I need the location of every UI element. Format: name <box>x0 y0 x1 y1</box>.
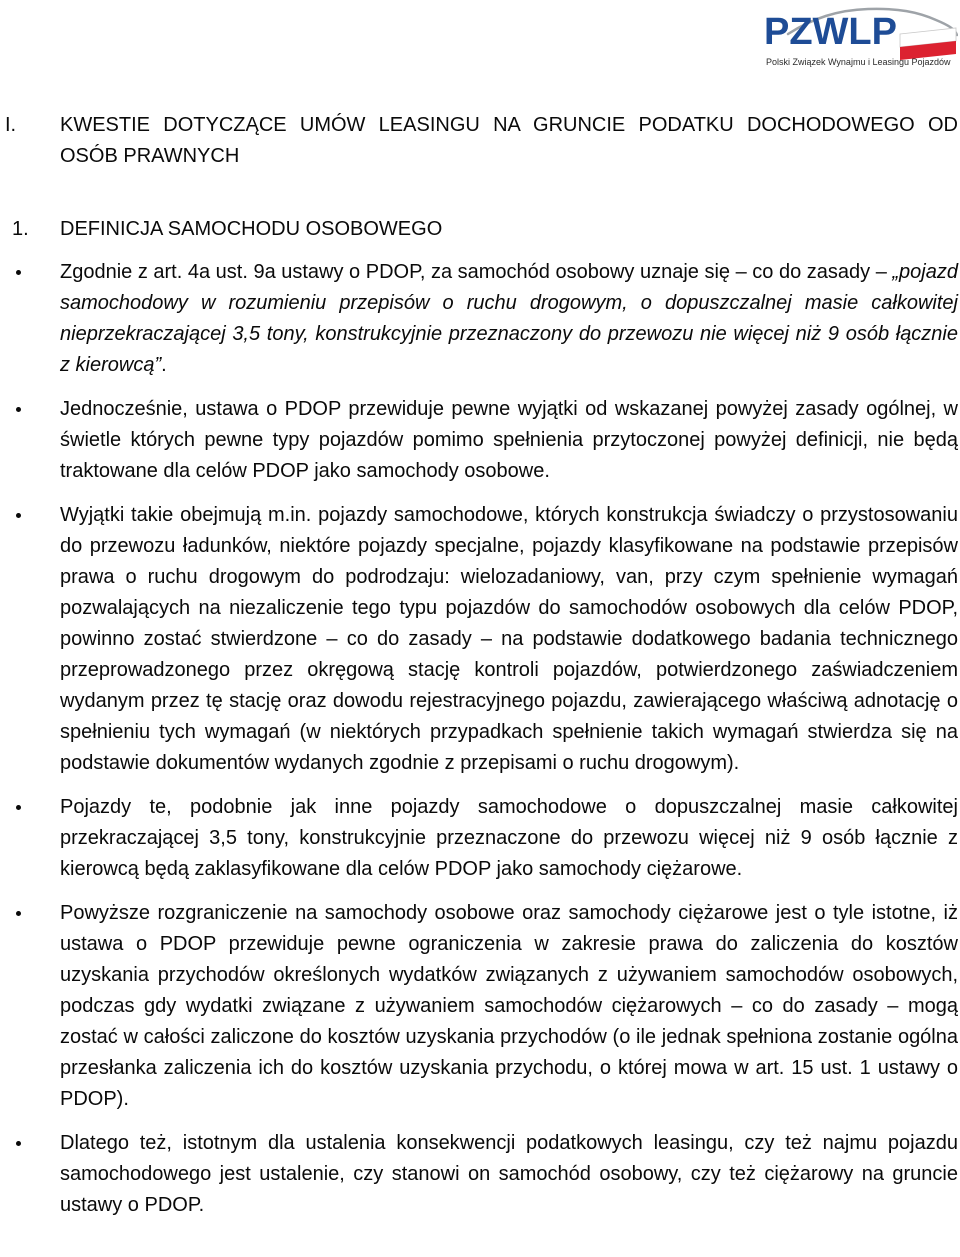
logo-brand-text: PZWLP <box>764 11 897 53</box>
paragraph-text: Jednocześnie, ustawa o PDOP przewiduje pewne wyjątki od wskazanej powyżej zasady ogólnej, w świetle których pewne typy pojazdów pomimo spełnienia przytoczonej powyżej definicji, nie będą traktowane dla celów PDOP jako samochody osobowe. <box>60 398 958 482</box>
paragraph-tail: . <box>161 354 167 376</box>
section-title: KWESTIE DOTYCZĄCE UMÓW LEASINGU NA GRUNCIE PODATKU DOCHODOWEGO OD OSÓB PRAWNYCH <box>60 114 958 167</box>
bullet-paragraph <box>0 500 960 779</box>
bullet-marker <box>16 805 21 810</box>
definition-quote: „pojazd samochodowy w rozumieniu przepisów o ruchu drogowym, o dopuszczalnej masie całkowitej nieprzekraczającej 3,5 tony, konstrukcyjnie przeznaczony do przewozu nie więcej niż 9 osób łącznie z kierowcą” <box>60 261 958 376</box>
subsection-heading <box>0 214 960 245</box>
paragraph-text: Pojazdy te, podobnie jak inne pojazdy samochodowe o dopuszczalnej masie całkowitej przekraczającej 3,5 tony, konstrukcyjnie przeznaczone do przewozu więcej niż 9 osób łącznie z kierowcą będą zaklasyfikowane dla celów PDOP jako samochody ciężarowe. <box>60 796 958 880</box>
bullet-paragraph <box>0 898 960 1115</box>
bullet-marker <box>16 270 21 275</box>
logo-tagline: Polski Związek Wynajmu i Leasingu Pojazdów <box>766 57 951 67</box>
bullet-marker <box>16 513 21 518</box>
section-number: I. <box>5 114 17 136</box>
paragraph-lead: Zgodnie z art. 4a ust. 9a ustawy o PDOP, za samochód osobowy uznaje się – co do zasady – <box>60 261 887 283</box>
pzwlp-logo <box>758 4 958 76</box>
document-body <box>0 110 960 1221</box>
paragraph-text: Powyższe rozgraniczenie na samochody osobowe oraz samochody ciężarowe jest o tyle istotne, iż ustawa o PDOP przewiduje pewne ograniczenia w zakresie prawa do zaliczenia do kosztów uzyskania przychodów określonych wydatków związanych z używaniem samochodów osobowych, podczas gdy wydatki związane z używaniem samochodów ciężarowych – co do zasady – mogą zostać w całości zaliczone do kosztów uzyskania przychodów (o ile jednak spełniona zostanie ogólna przesłanka zaliczenia ich do kosztów uzyskania przychodu, o której mowa w art. 15 ust. 1 ustawy o PDOP). <box>60 902 958 1110</box>
bullet-marker <box>16 911 21 916</box>
bullet-paragraph <box>0 257 960 381</box>
subsection-number: 1. <box>12 218 29 240</box>
bullet-paragraph <box>0 394 960 487</box>
bullet-paragraph <box>0 1128 960 1221</box>
paragraph-text: Wyjątki takie obejmują m.in. pojazdy samochodowe, których konstrukcja świadczy o przystosowaniu do przewozu ładunków, niektóre pojazdy specjalne, pojazdy klasyfikowane na podstawie przepisów prawa o ruchu drogowym do podrodzaju: wielozadaniowy, van, przy czym spełnienie wymagań pozwalających na niezaliczenie tego typu pojazdów do samochodów osobowych dla celów PDOP, powinno zostać stwierdzone – co do zasady – na podstawie dodatkowego badania technicznego przeprowadzonego przez okręgową stację kontroli pojazdów, potwierdzonego zaświadczeniem wydanym przez tę stację oraz dowodu rejestracyjnego pojazdu, zawierającego właściwą adnotację o spełnieniu tych wymagań (w niektórych przypadkach spełnienie takich wymagań stwierdza się na podstawie dokumentów wydanych zgodnie z przepisami o ruchu drogowym). <box>60 504 958 774</box>
section-heading <box>0 110 960 172</box>
subsection-title: DEFINICJA SAMOCHODU OSOBOWEGO <box>60 218 443 240</box>
bullet-marker <box>16 1141 21 1146</box>
bullet-paragraph <box>0 792 960 885</box>
paragraph-text: Dlatego też, istotnym dla ustalenia konsekwencji podatkowych leasingu, czy też najmu pojazdu samochodowego jest ustalenie, czy stanowi on samochód osobowy, czy też ciężarowy na gruncie ustawy o PDOP. <box>60 1132 958 1216</box>
bullet-marker <box>16 407 21 412</box>
